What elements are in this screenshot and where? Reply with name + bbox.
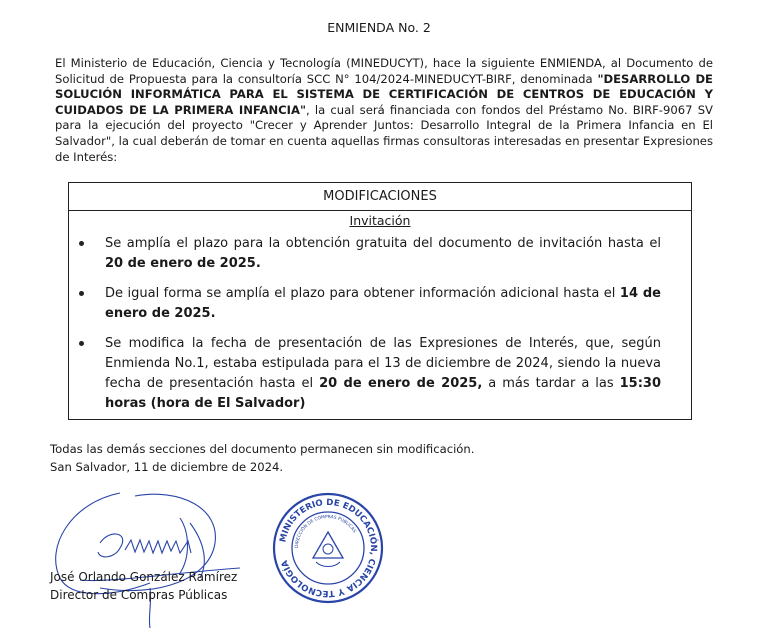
document-title: ENMIENDA No. 2 xyxy=(327,20,431,35)
svg-text:MINISTERIO DE EDUCACIÓN, CIENC: MINISTERIO DE EDUCACIÓN, CIENCIA Y TECNOLOGÍA xyxy=(278,497,379,599)
handwritten-signature xyxy=(40,488,280,628)
bullet-icon xyxy=(79,241,84,246)
footer-note: Todas las demás secciones del documento permanecen sin modificación. xyxy=(50,442,475,456)
bullet-icon xyxy=(79,291,84,296)
modifications-box xyxy=(68,182,692,420)
date-highlight: 20 de enero de 2025, xyxy=(319,376,483,391)
intro-paragraph xyxy=(55,56,713,165)
invitation-subheader: Invitación xyxy=(349,213,411,228)
bullet-item-1: Se amplía el plazo para la obtención gratuita del documento de invitación hasta el 20 de enero de 2025. xyxy=(105,234,661,274)
date-highlight: 20 de enero de 2025. xyxy=(105,256,261,271)
modifications-header: MODIFICACIONES xyxy=(69,183,691,211)
bullet-icon xyxy=(79,341,84,346)
bullet-item-3: Se modifica la fecha de presentación de las Expresiones de Interés, que, según Enmienda No.1, estaba estipulada para el 13 de diciembre de 2024, siendo la nueva fecha de presentación hasta el 20 de enero de 2025, a más tardar a las 15:30 horas (hora de El Salvador) xyxy=(105,334,661,414)
time-highlight: 15:30 horas (hora de El Salvador) xyxy=(105,376,661,411)
footer-date: San Salvador, 11 de diciembre de 2024. xyxy=(50,460,284,474)
svg-text:DIRECCIÓN DE COMPRAS PÚBLICAS: DIRECCIÓN DE COMPRAS PÚBLICAS xyxy=(294,514,357,549)
official-seal-icon xyxy=(272,492,384,604)
intro-text-start: El Ministerio de Educación, Ciencia y Tecnología (MINEDUCYT), hace la siguiente ENMIENDA, al Documento de Solicitud de Propuesta para la consultoría SCC N° 104/2024-MINEDUCYT-BIRF, denominada xyxy=(55,56,713,86)
signatory-title: Director de Compras Públicas xyxy=(50,588,228,602)
date-highlight: 14 de enero de 2025. xyxy=(105,286,662,321)
bullet-item-2: De igual forma se amplía el plazo para obtener información adicional hasta el 14 de enero de 2025. xyxy=(105,284,661,324)
intro-text-end: , la cual será financiada con fondos del Préstamo No. BIRF-9067 SV para la ejecución del proyecto "Crecer y Aprender Juntos: Desarrollo Integral de la Primera Infancia en El Salvador", la cual deberán de tomar en cuenta aquellas firmas consultoras interesadas en presentar Expresiones de Interés: xyxy=(55,102,713,164)
project-name: "DESARROLLO DE SOLUCIÓN INFORMÁTICA PARA EL SISTEMA DE CERTIFICACIÓN DE CENTROS DE EDUCACIÓN Y CUIDADOS DE LA PRIMERA INFANCIA" xyxy=(55,71,713,117)
signatory-name: José Orlando González Ramírez xyxy=(50,570,238,584)
